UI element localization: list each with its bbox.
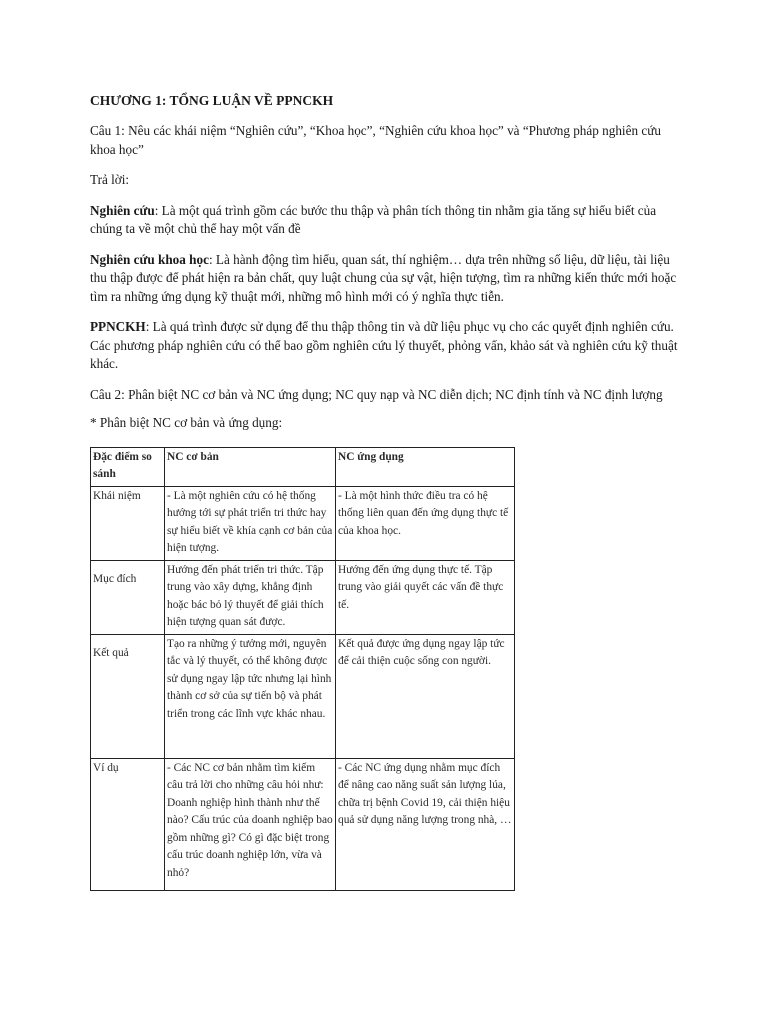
- term-ppnckh: PPNCKH: [90, 319, 146, 334]
- row-label-concept: Khái niệm: [91, 486, 165, 560]
- row-label-example: Ví dụ: [91, 758, 165, 890]
- table-row: [91, 634, 515, 758]
- definition-research: [90, 202, 686, 239]
- row-label-purpose: Mục đích: [91, 560, 165, 634]
- table-row: [91, 560, 515, 634]
- table-header-basic: NC cơ bản: [165, 447, 336, 486]
- cell-basic-purpose: Hướng đến phát triển tri thức. Tập trung vào xây dựng, khẳng định hoặc bác bỏ lý thuyết để giải thích hiện tượng quan sát được.: [165, 560, 336, 634]
- answer-label: Trả lời:: [90, 172, 130, 187]
- table-header-criteria: Đặc điểm so sánh: [91, 447, 165, 486]
- definition-scientific-research-text: : Là hành động tìm hiểu, quan sát, thí nghiệm… dựa trên những số liệu, dữ liệu, tài liệu thu thập được để phát hiện ra bản chất, quy luật chung của sự vật, hiện tượng, tìm ra những kiến thức mới hoặc tìm ra những ứng dụng kỹ thuật mới, những mô hình mới có ý nghĩa thực tiễn.: [90, 251, 677, 304]
- definition-scientific-research: [90, 251, 686, 307]
- cell-basic-concept: - Là một nghiên cứu có hệ thống hướng tới sự phát triển tri thức hay sự hiểu biết về khía cạnh cơ bản của hiện tượng.: [165, 486, 336, 560]
- chapter-title: CHƯƠNG 1: TỔNG LUẬN VỀ PPNCKH: [90, 93, 334, 108]
- definition-ppnckh-text: : Là quá trình được sử dụng để thu thập thông tin và dữ liệu phục vụ cho các quyết định nghiên cứu. Các phương pháp nghiên cứu có thể bao gồm nghiên cứu lý thuyết, phỏng vấn, khảo sát và nghiên cứu kỹ thuật khác.: [90, 319, 678, 371]
- cell-applied-example: - Các NC ứng dụng nhằm mục đích để nâng cao năng suất sản lượng lúa, chữa trị bệnh Covid 19, cải thiện hiệu quả sử dụng năng lượng trong nhà, …: [336, 758, 515, 890]
- table-row: [91, 486, 515, 560]
- document-content: [90, 92, 686, 891]
- question-2: Câu 2: Phân biệt NC cơ bản và NC ứng dụng; NC quy nạp và NC diễn dịch; NC định tính và NC định lượng: [90, 386, 663, 402]
- cell-applied-purpose: Hướng đến ứng dụng thực tế. Tập trung vào giải quyết các vấn đề thực tế.: [336, 560, 515, 634]
- definition-research-text: : Là một quá trình gồm các bước thu thập và phân tích thông tin nhằm gia tăng sự hiểu biết của chúng ta về một chủ thể hay một vấn đề: [90, 202, 657, 236]
- subheading-comparison: * Phân biệt NC cơ bản và ứng dụng:: [90, 415, 283, 430]
- row-label-result: Kết quả: [91, 634, 165, 758]
- question-1: Câu 1: Nêu các khái niệm “Nghiên cứu”, “Khoa học”, “Nghiên cứu khoa học” và “Phương pháp nghiên cứu khoa học”: [90, 123, 661, 157]
- table-row: [91, 758, 515, 890]
- term-research: Nghiên cứu: [90, 202, 155, 218]
- cell-basic-result: Tạo ra những ý tưởng mới, nguyên tắc và lý thuyết, có thể không được sử dụng ngay lập tức nhưng lại hình thành cơ sở của sự tiến bộ và phát triển trong các lĩnh vực khác nhau.: [165, 634, 336, 758]
- term-scientific-research: Nghiên cứu khoa học: [90, 251, 209, 267]
- comparison-table: [90, 447, 515, 891]
- cell-applied-concept: - Là một hình thức điều tra có hệ thống liên quan đến ứng dụng thực tế của khoa học.: [336, 486, 515, 560]
- cell-basic-example: - Các NC cơ bản nhằm tìm kiếm câu trả lời cho những câu hỏi như: Doanh nghiệp hình thành như thế nào? Cấu trúc của doanh nghiệp bao gồm những gì? Có gì đặc biệt trong cấu trúc doanh nghiệp lớn, vừa và nhỏ?: [165, 758, 336, 890]
- table-header-applied: NC ứng dụng: [336, 447, 515, 486]
- cell-applied-result: Kết quả được ứng dụng ngay lập tức để cải thiện cuộc sống con người.: [336, 634, 515, 758]
- definition-ppnckh: [90, 318, 686, 374]
- table-header-row: [91, 447, 515, 486]
